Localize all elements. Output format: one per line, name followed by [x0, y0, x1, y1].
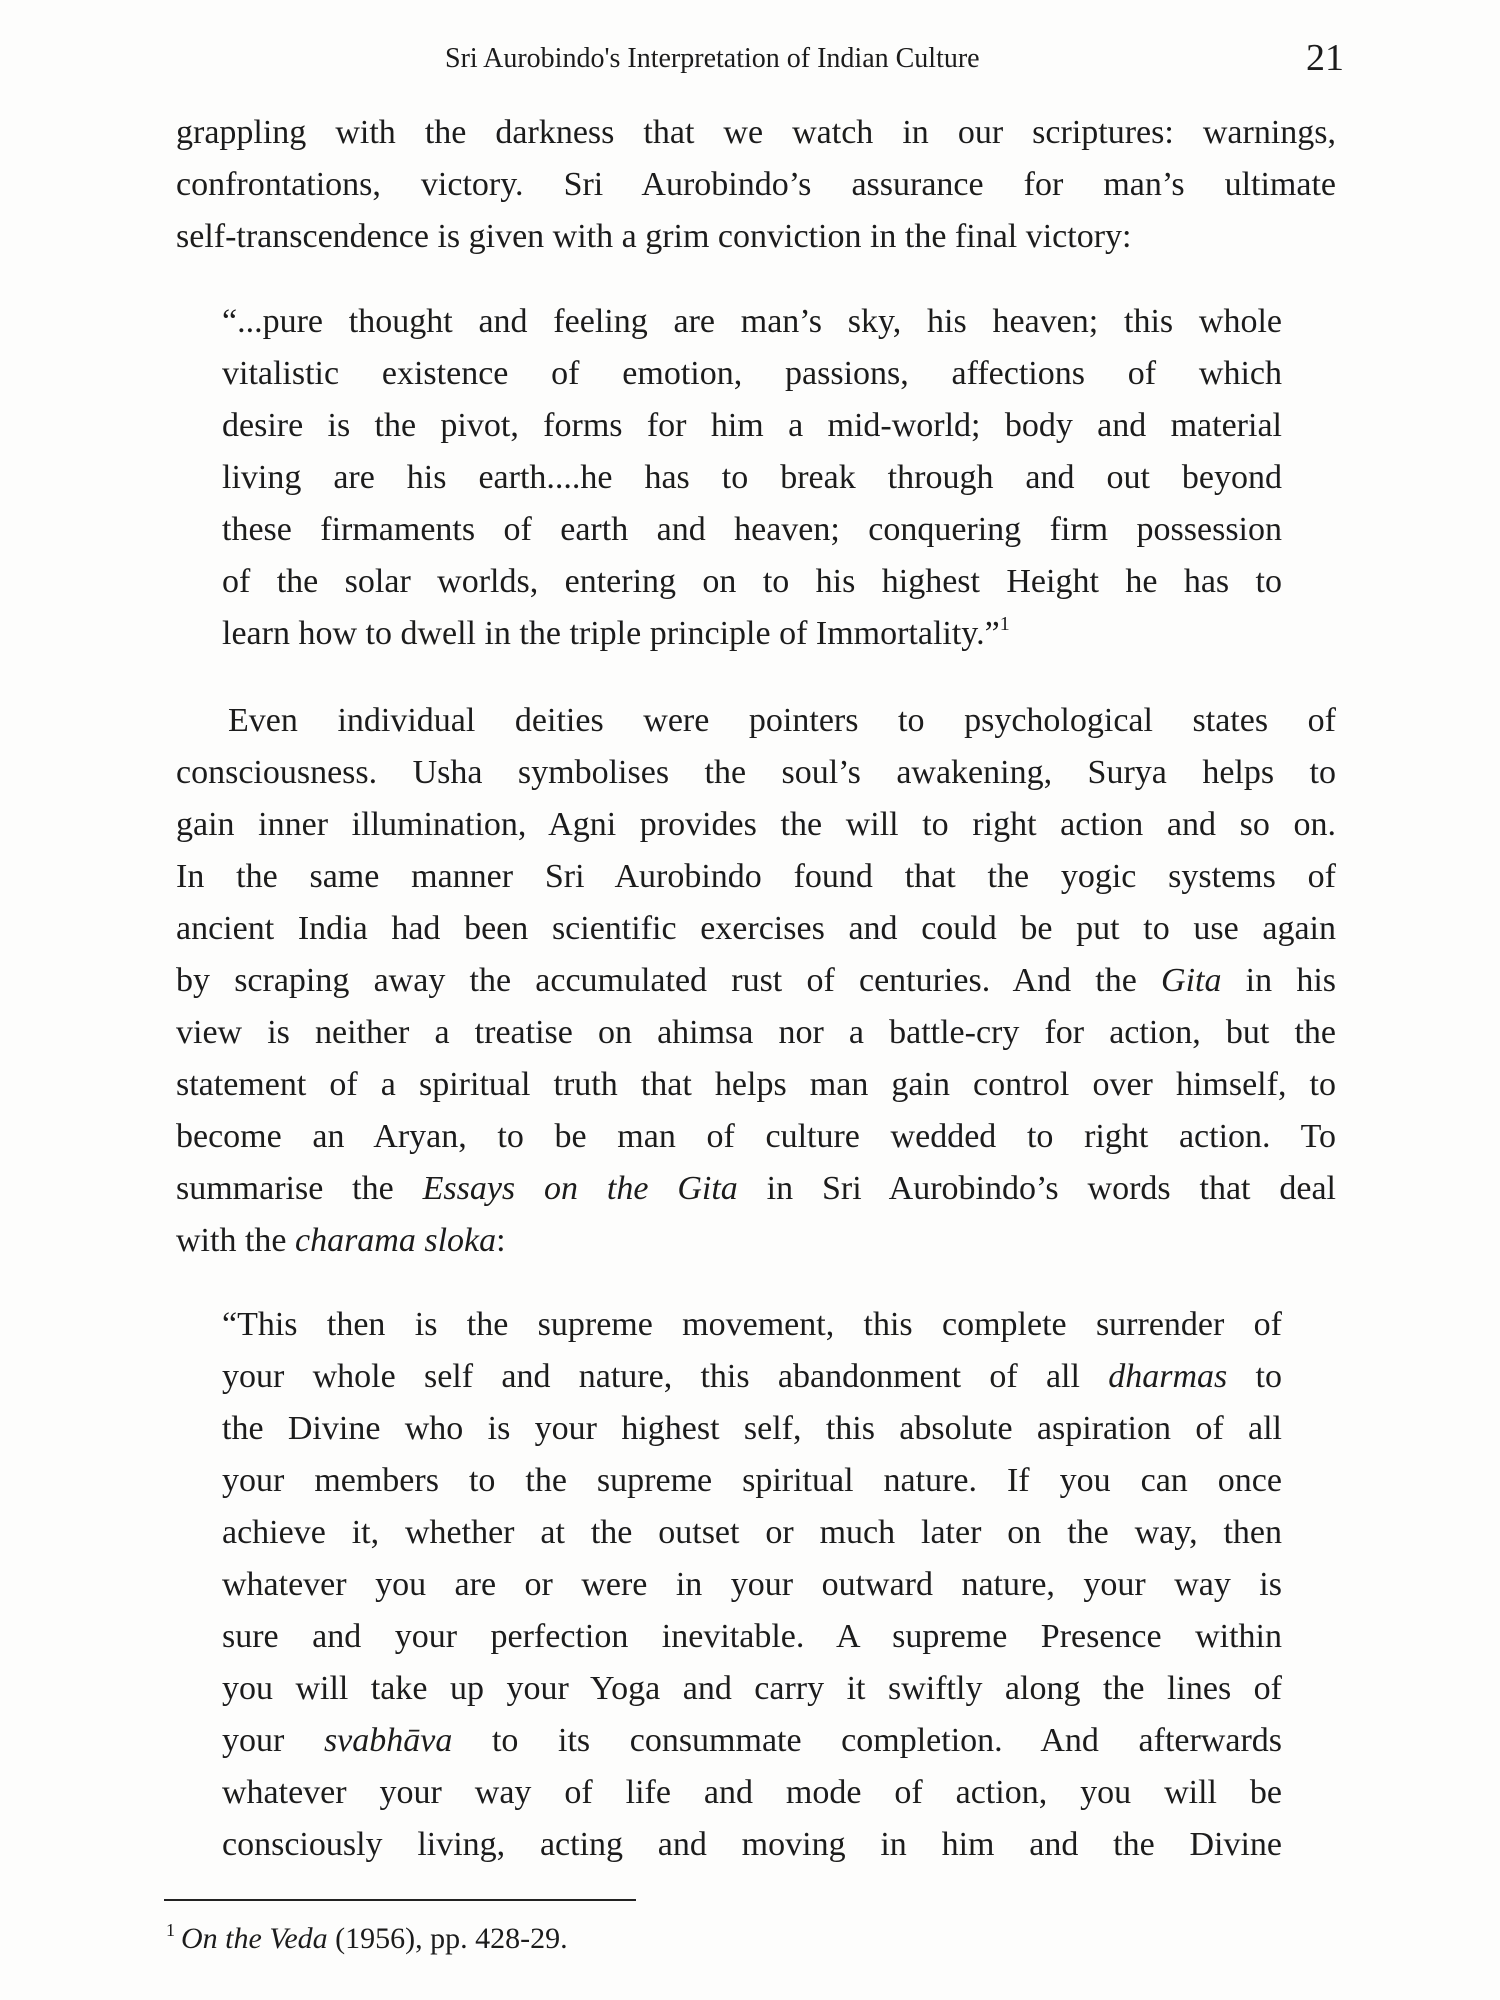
italic-text: Essays on the Gita: [422, 1170, 738, 1207]
footnote-title: On the Veda: [181, 1922, 328, 1955]
text-segment: confrontations, victory. Sri Aurobindo’s assurance for man’s ultimate: [176, 166, 1336, 203]
text-line: [176, 747, 1336, 799]
text-line: [222, 556, 1282, 608]
text-segment: these firmaments of earth and heaven; conquering firm possession: [222, 511, 1282, 548]
text-segment: “This then is the supreme movement, this complete surrender of: [222, 1306, 1282, 1343]
block-quote: [222, 296, 1282, 660]
text-line: [222, 1559, 1282, 1611]
text-segment: by scraping away the accumulated rust of centuries. And the: [176, 962, 1162, 999]
text-line: [222, 504, 1282, 556]
text-segment: grappling with the darkness that we watch in our scriptures: warnings,: [176, 114, 1336, 151]
text-segment: with the: [176, 1222, 295, 1259]
text-line: [176, 695, 1336, 747]
italic-text: Gita: [1161, 962, 1222, 999]
text-line: [176, 903, 1336, 955]
text-segment: In the same manner Sri Aurobindo found that the yogic systems of: [176, 858, 1336, 895]
text-segment: to its consummate completion. And afterwards: [452, 1722, 1283, 1759]
text-segment: desire is the pivot, forms for him a mid-world; body and material: [222, 407, 1282, 444]
text-segment: achieve it, whether at the outset or much later on the way, then: [222, 1514, 1282, 1551]
text-segment: become an Aryan, to be man of culture wedded to right action. To: [176, 1118, 1336, 1155]
text-segment: consciousness. Usha symbolises the soul’s awakening, Surya helps to: [176, 754, 1336, 791]
text-segment: to: [1227, 1358, 1282, 1395]
block-quote: [222, 1299, 1282, 1871]
italic-text: dharmas: [1108, 1358, 1228, 1395]
text-line: [222, 452, 1282, 504]
text-segment: self-transcendence is given with a grim conviction in the final victory:: [176, 218, 1132, 255]
text-segment: whatever your way of life and mode of action, you will be: [222, 1774, 1282, 1811]
text-segment: in Sri Aurobindo’s words that deal: [737, 1170, 1337, 1207]
text-segment: you will take up your Yoga and carry it swiftly along the lines of: [222, 1670, 1282, 1707]
text-segment: sure and your perfection inevitable. A supreme Presence within: [222, 1618, 1282, 1655]
text-segment: your members to the supreme spiritual nature. If you can once: [222, 1462, 1282, 1499]
text-line: [222, 348, 1282, 400]
text-segment: consciously living, acting and moving in him and the Divine: [222, 1826, 1282, 1863]
text-line: [222, 608, 1282, 660]
text-segment: :: [496, 1222, 506, 1259]
text-line: [222, 1663, 1282, 1715]
text-line: [176, 1059, 1336, 1111]
text-line: [222, 1351, 1282, 1403]
text-line: [176, 211, 1336, 263]
text-segment: ancient India had been scientific exercises and could be put to use again: [176, 910, 1336, 947]
footnote-rule: [164, 1899, 636, 1901]
footnote-marker: 1: [166, 1920, 175, 1940]
text-segment: your whole self and nature, this abandonment of all: [222, 1358, 1109, 1395]
text-line: [176, 1111, 1336, 1163]
text-segment: vitalistic existence of emotion, passions, affections of which: [222, 355, 1282, 392]
text-line: [222, 1299, 1282, 1351]
text-line: [222, 1507, 1282, 1559]
text-segment: living are his earth....he has to break through and out beyond: [222, 459, 1282, 496]
text-line: [176, 107, 1336, 159]
text-line: [222, 1715, 1282, 1767]
text-line: [222, 1819, 1282, 1871]
text-segment: summarise the: [176, 1170, 423, 1207]
text-segment: your: [222, 1722, 324, 1759]
body-paragraph: [176, 695, 1336, 1267]
text-segment: Even individual deities were pointers to psychological states of: [228, 702, 1336, 739]
text-segment: learn how to dwell in the triple principle of Immortality.”: [222, 615, 1000, 652]
text-segment: whatever you are or were in your outward nature, your way is: [222, 1566, 1282, 1603]
text-line: [176, 799, 1336, 851]
text-segment: view is neither a treatise on ahimsa nor a battle-cry for action, but the: [176, 1014, 1336, 1051]
text-segment: “...pure thought and feeling are man’s sky, his heaven; this whole: [222, 303, 1282, 340]
page-number: 21: [1306, 37, 1344, 79]
italic-text: svabhāva: [323, 1722, 453, 1759]
text-segment: the Divine who is your highest self, this absolute aspiration of all: [222, 1410, 1282, 1447]
text-line: [176, 1007, 1336, 1059]
text-segment: in his: [1221, 962, 1336, 999]
text-line: [176, 1215, 1336, 1267]
italic-text: charama sloka: [294, 1222, 497, 1259]
text-segment: of the solar worlds, entering on to his highest Height he has to: [222, 563, 1282, 600]
text-line: [222, 1767, 1282, 1819]
footnote-reference: 1: [999, 613, 1010, 635]
footnote-text: (1956), pp. 428-29.: [327, 1922, 568, 1955]
text-segment: gain inner illumination, Agni provides the will to right action and so on.: [176, 806, 1336, 843]
text-line: [176, 851, 1336, 903]
text-line: [222, 1455, 1282, 1507]
text-segment: statement of a spiritual truth that helps man gain control over himself, to: [176, 1066, 1336, 1103]
text-line: [176, 955, 1336, 1007]
text-line: [176, 1163, 1336, 1215]
text-line: [176, 159, 1336, 211]
text-line: [222, 1403, 1282, 1455]
text-line: [222, 296, 1282, 348]
text-line: [222, 400, 1282, 452]
running-header: Sri Aurobindo's Interpretation of Indian Culture: [445, 43, 980, 74]
text-line: [222, 1611, 1282, 1663]
footnote: [166, 1920, 568, 1958]
body-paragraph: [176, 107, 1336, 263]
